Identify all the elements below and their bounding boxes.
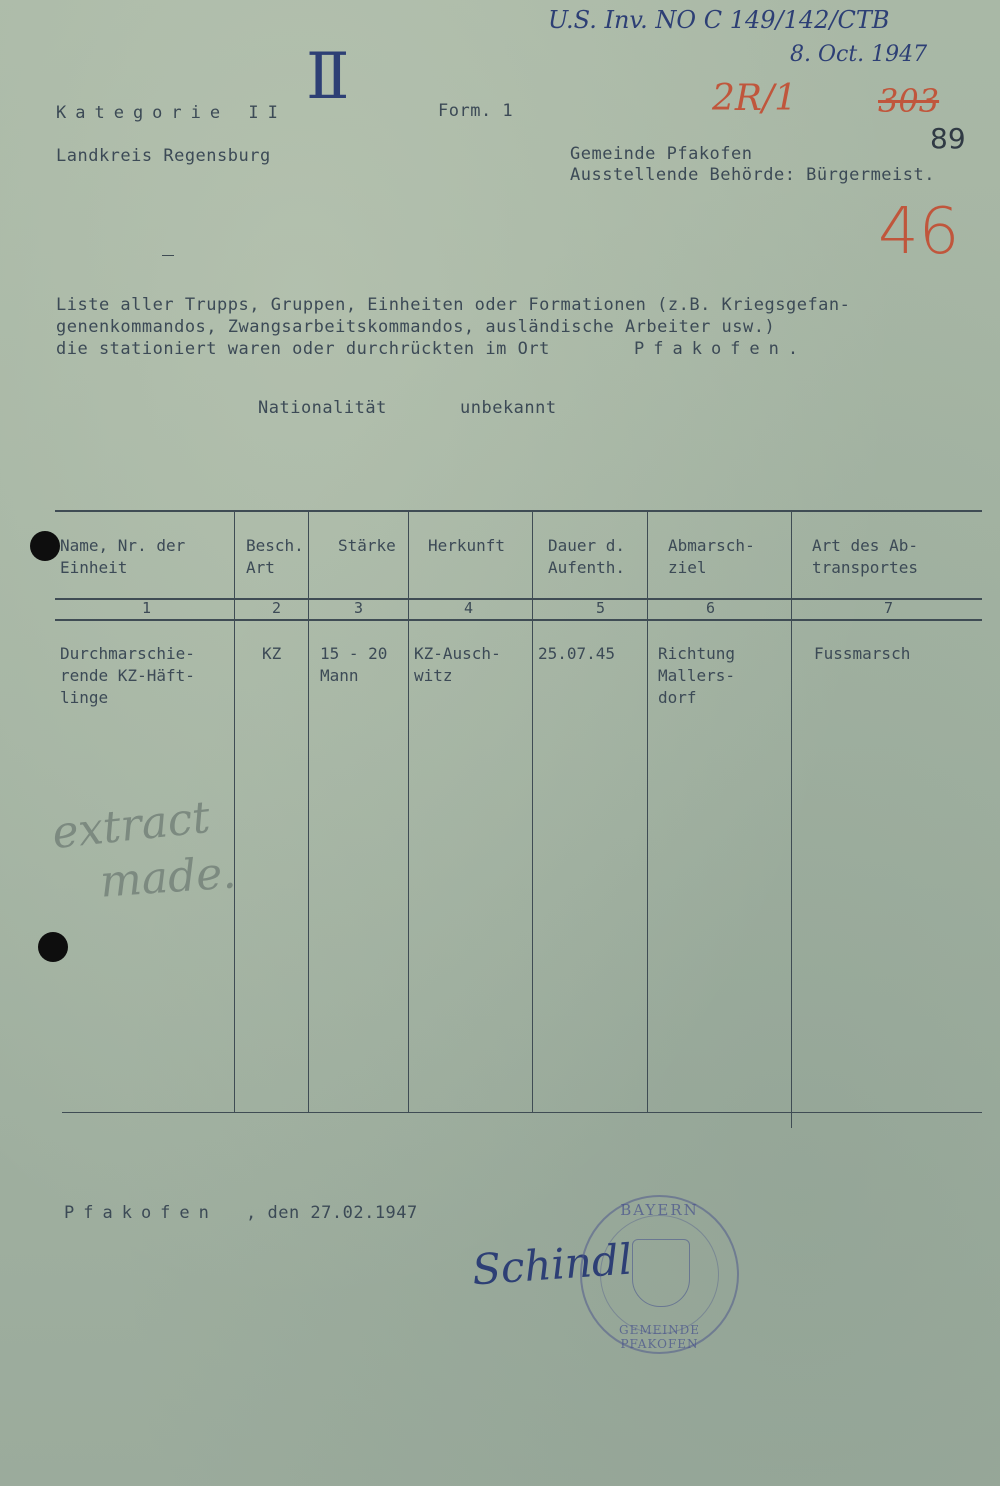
kategorie-label: Kategorie II [56,103,287,123]
row-name: Durchmarschie-rende KZ-Häft-linge [60,644,195,707]
punch-hole-bottom [38,932,68,962]
archive-date: 8. Oct. 1947 [790,42,928,67]
seal-bottom-text: GEMEINDE PFAKOFEN [618,1323,700,1351]
page-number: 89 [930,122,966,155]
nationalitaet-value: unbekannt [460,398,557,418]
red-number: 46 [878,195,960,269]
col-number-6: 6 [706,599,716,617]
row-besch-art: KZ [262,644,282,663]
col-divider-5 [647,512,648,1112]
header-besch-art: Besch. Art [246,536,304,577]
row-herkunft: KZ-Ausch-witz [414,644,501,685]
signature: Schindl [470,1234,634,1295]
header-dauer: Dauer d. Aufenth. [548,536,626,577]
col-number-2: 2 [272,599,282,617]
hand-mark: Ⅱ [306,40,350,114]
header-name: Name, Nr. der Einheit [60,536,186,577]
table-number-line [55,619,982,621]
col-number-4: 4 [464,599,474,617]
archive-reference: U.S. Inv. NO C 149/142/CTB [548,6,890,34]
footer-place: Pfakofen [64,1203,218,1223]
coat-of-arms-icon [632,1239,690,1307]
table-top-line [55,510,982,512]
red-mark: 2R/1 [712,78,798,119]
behoerde-label: Ausstellende Behörde: Bürgermeist. [570,165,935,185]
intro-line-3: die stationiert waren oder durchrückten im Ort [56,339,550,359]
intro-line-2: genenkommandos, Zwangsarbeitskommandos, ausländische Arbeiter usw.) [56,317,776,337]
header-staerke: Stärke [338,536,396,555]
col-number-5: 5 [596,599,606,617]
punch-hole-top [30,531,60,561]
table-bottom-line [62,1112,982,1113]
col-number-1: 1 [142,599,152,617]
header-abtransport: Art des Ab-transportes [812,536,918,577]
header-abmarschziel: Abmarsch-ziel [668,536,755,577]
col-divider-6 [791,512,792,1128]
short-dash [162,255,174,256]
col-number-3: 3 [354,599,364,617]
row-abtransport: Fussmarsch [814,644,911,663]
col-divider-2 [308,512,309,1112]
seal-top-text: BAYERN [620,1201,699,1219]
header-herkunft: Herkunft [428,536,506,555]
col-divider-3 [408,512,409,1112]
row-staerke: 15 - 20 Mann [320,644,388,685]
row-abmarschziel: Richtung Mallers-dorf [658,644,736,707]
intro-line-1: Liste aller Trupps, Gruppen, Einheiten oder Formationen (z.B. Kriegsgefan- [56,295,851,315]
annotation-line-2: made. [98,847,238,908]
municipal-seal [580,1195,739,1354]
row-dauer: 25.07.45 [538,644,616,663]
intro-place: Pfakofen. [634,339,808,359]
col-divider-1 [234,512,235,1112]
nationalitaet-label: Nationalität [258,398,387,418]
table-header-line [55,598,982,600]
annotation-line-1: extract [49,791,213,860]
footer-date: , den 27.02.1947 [246,1203,418,1223]
col-number-7: 7 [884,599,894,617]
gemeinde-label: Gemeinde Pfakofen [570,144,753,164]
form-label: Form. 1 [438,101,514,121]
col-divider-4 [532,512,533,1112]
red-crossed-number: 303 [878,82,940,120]
landkreis-label: Landkreis Regensburg [56,146,271,166]
